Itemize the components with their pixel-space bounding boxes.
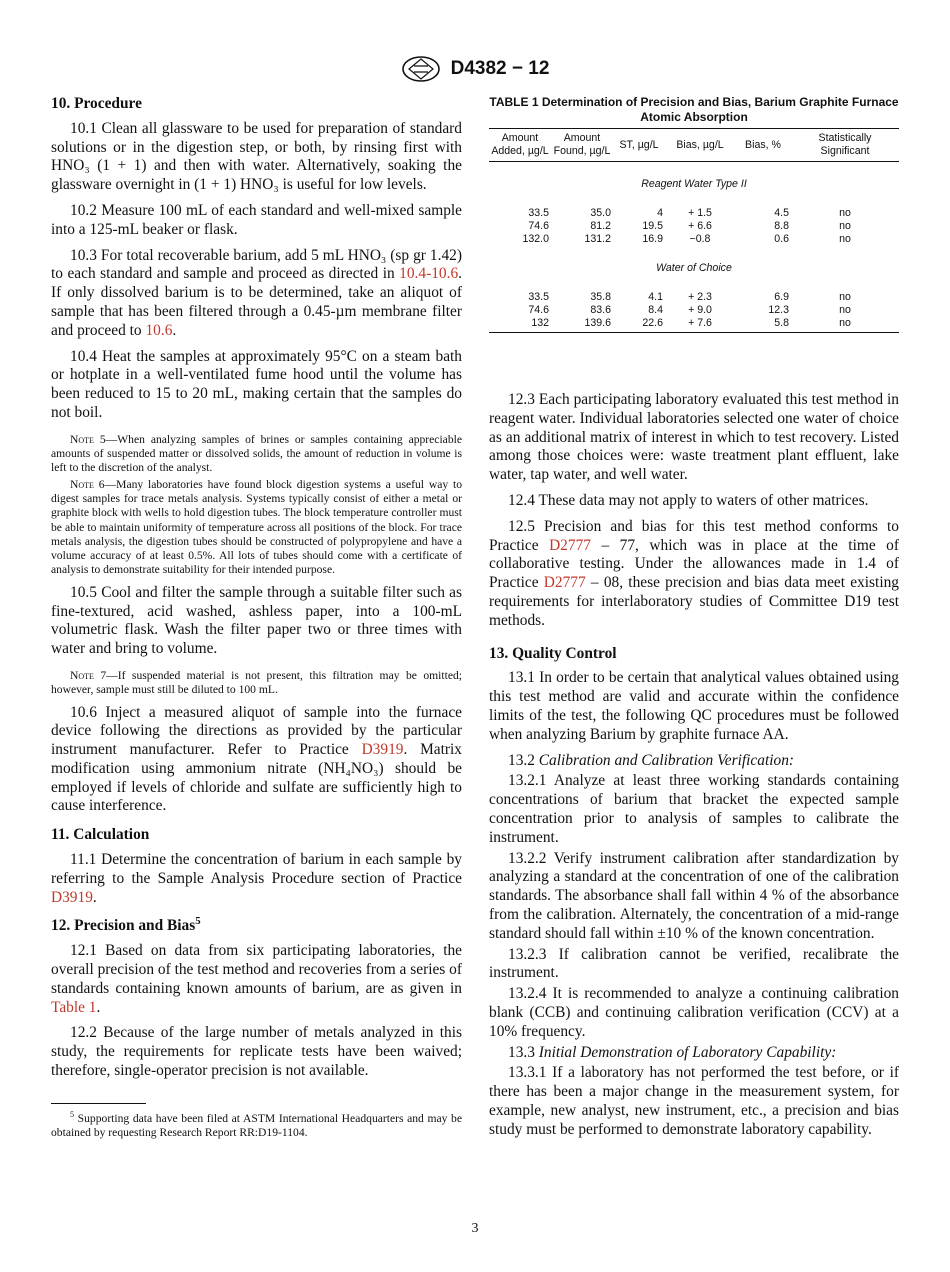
para-10-3: [51, 247, 462, 341]
section-label-choice: Water of Choice: [656, 262, 732, 274]
left-column: [51, 95, 462, 1140]
para-10-3-a: 10.3 For total recoverable barium, add 5 mL HNO₃ (sp gr 1.42) to each standard and sample and proceed as directed in: [51, 246, 462, 283]
note-6-label: Note: [70, 477, 94, 491]
footnote-marker: 5: [195, 915, 201, 928]
cell: 4.5: [774, 207, 789, 219]
col-significant: Statistically Significant: [791, 129, 899, 162]
para-12-1-a: 12.1 Based on data from six participating laboratories, the overall precision of the test method and recoveries from a series of standards containing known amounts of barium, are as given in: [51, 942, 462, 997]
cell: no: [839, 220, 851, 232]
note-7-label: Note: [70, 668, 94, 682]
para-13-3: [489, 1044, 899, 1063]
table-1: [489, 128, 899, 333]
para-10-2: 10.2 Measure 100 mL of each standard and well-mixed sample into a 125-mL beaker or flask.: [51, 201, 462, 238]
para-10-6-b: . Matrix modification using ammonium nitrate (NH₄NO₃) should be employed if levels of chloride and sulfate are sufficiently high to cause interference.: [51, 741, 463, 815]
para-12-5-c: – 08, these precision and bias data meet existing requirements for interlaboratory studies of Committee D19 test methods.: [489, 574, 899, 629]
para-13-2-3: 13.2.3 If calibration cannot be verified, recalibrate the instrument.: [489, 945, 899, 982]
para-10-5: 10.5 Cool and filter the sample through a suitable filter such as fine-textured, acid washed, ashless paper, into a 100-mL volumetric flask. Wash the filter paper two or three times with water and bring to volume.: [51, 583, 462, 658]
note-5: [51, 433, 462, 476]
cell: + 7.6: [665, 317, 735, 333]
cell: 81.2: [590, 220, 611, 232]
cell: no: [839, 233, 851, 245]
cell: 35.8: [590, 291, 611, 303]
cell: 33.5: [528, 291, 549, 303]
section-12-title-text: 12. Precision and Bias: [51, 917, 196, 935]
para-10-6-a: 10.6 Inject a measured aliquot of sample into the furnace device following the directions as provided by the particular instrument manufacturer. Refer to Practice: [51, 703, 462, 759]
para-11-1-b: .: [92, 888, 97, 906]
ref-d2777-77[interactable]: D2777: [549, 536, 591, 554]
para-10-4: 10.4 Heat the samples at approximately 95°C on a steam bath or hotplate in a well-ventilated fume hood until the volume has been reduced to 15 to 20 mL, making certain that the samples do not boil.: [51, 347, 462, 421]
cell: 35.0: [590, 207, 611, 219]
cell: + 6.6: [688, 220, 712, 232]
astm-logo-icon: [401, 56, 441, 82]
footnote-5: [51, 1109, 462, 1141]
cell: 83.6: [590, 304, 611, 316]
note-6: [51, 478, 462, 578]
cell: 0.6: [774, 233, 789, 245]
note-7-text: 7—If suspended material is not present, this filtration may be omitted; however, sample must still be diluted to 100 mL.: [51, 668, 462, 697]
cell: 132.0: [522, 233, 549, 245]
para-10-3-b: . If only dissolved barium is to be determined, take an aliquot of sample that has been filtered through a 0.45-µm membrane filter and proceed to: [51, 265, 462, 339]
para-12-5-a: 12.5 Precision and bias for this test method conforms to Practice: [489, 517, 899, 554]
cell: no: [839, 207, 851, 219]
para-13-3-title: Initial Demonstration of Laboratory Capability:: [538, 1043, 837, 1061]
cell: + 2.3: [688, 291, 712, 303]
note-6-text: 6—Many laboratories have found block digestion systems a useful way to digest samples for trace metals analysis. Systems typically consist of either a metal or graphite block with wells to hold digestion tubes. The block temperature controller must be able to maintain uniformity of temperature across all positions of the block. For trace metals analysis, the digestion tubes should be constructed of polypropylene and have a volume accuracy of at least 0.5%. All lots of tubes should come with a certificate of analysis to demonstrate suitability for their intended purpose.: [51, 477, 462, 577]
cell: 139.6: [551, 317, 613, 333]
cell: 4: [657, 207, 663, 219]
page-number: 3: [471, 1221, 479, 1236]
col-st: ST, µg/L: [613, 129, 665, 162]
cell: −0.8: [689, 233, 711, 245]
cell: + 1.5: [688, 207, 712, 219]
section-11-title: 11. Calculation: [51, 826, 150, 844]
section-10-title: 10. Procedure: [51, 95, 142, 112]
cell: 74.6: [528, 220, 549, 232]
cell: 4.1: [648, 291, 663, 303]
para-10-6: [51, 704, 462, 817]
para-10-3-c: .: [172, 321, 177, 339]
cell: + 9.0: [688, 304, 712, 316]
cell: 5.8: [735, 317, 791, 333]
ref-table-1[interactable]: Table 1: [51, 998, 97, 1016]
table-row: [489, 220, 899, 233]
cell: 6.9: [774, 291, 789, 303]
table-row: [489, 291, 899, 304]
cell: 131.2: [584, 233, 611, 245]
para-13-2-4: 13.2.4 It is recommended to analyze a continuing calibration blank (CCB) and continuing calibration verification (CCV) at a 10% frequency.: [489, 985, 899, 1040]
table-section-choice: [489, 246, 899, 291]
cell: 12.3: [768, 304, 789, 316]
footnote-number: 5: [70, 1109, 75, 1119]
ref-d3919-calc[interactable]: D3919: [51, 888, 93, 906]
cell: 74.6: [528, 304, 549, 316]
table-row: [489, 304, 899, 317]
para-12-5: [489, 518, 899, 631]
footnote-rule: [51, 1103, 146, 1104]
cell: 22.6: [613, 317, 665, 333]
para-13-2-2: 13.2.2 Verify instrument calibration after standardization by analyzing a standard at the concentration of one of the calibration standards. The absorbance shall fall within 4 % of the absorbance from the calibration. Alternately, the concentration of a mid-range standard should fall within ±10 % of the known concentration.: [489, 849, 899, 942]
para-11-1: [51, 851, 462, 907]
table-row: [489, 317, 899, 333]
ref-d2777-08[interactable]: D2777: [543, 574, 586, 592]
para-13-1: 13.1 In order to be certain that analytical values obtained using this test method are valid and accurate within the confidence limits of the test, the following QC procedures must be followed when analyzing Barium by graphite furnace AA.: [489, 669, 899, 743]
para-12-2: 12.2 Because of the large number of metals analyzed in this study, the requirements for replicate tests have been waived; therefore, single-operator precision is not available.: [51, 1024, 462, 1080]
cell: no: [839, 291, 851, 303]
ref-d3919[interactable]: D3919: [361, 741, 404, 759]
ref-10-6[interactable]: 10.6: [145, 321, 173, 339]
cell: no: [791, 317, 899, 333]
para-10-1: 10.1 Clean all glassware to be used for preparation of standard solutions or in the digestion step, or both, by rinsing first with HNO₃ (1 + 1) and then with water. Alternatively, soaking the glassware overnight in (1 + 1) HNO₃ is useful for low levels.: [51, 119, 462, 194]
ref-10-4-10-6[interactable]: 10.4-10.6: [399, 265, 459, 283]
col-amount-added: Amount Added, µg/L: [489, 129, 551, 162]
para-13-2-1: 13.2.1 Analyze at least three working standards containing concentrations of barium that bracket the expected sample concentration prior to analysis of samples to calibrate the instrument.: [489, 772, 899, 846]
cell: 33.5: [528, 207, 549, 219]
table-section-reagent: [489, 162, 899, 208]
section-13-title: 13. Quality Control: [489, 644, 617, 662]
section-12-title: [51, 917, 462, 936]
table-header-row: [489, 129, 899, 162]
para-13-2: [489, 752, 899, 771]
note-5-text: 5—When analyzing samples of brines or samples containing appreciable amounts of suspended matter or dissolved solids, the amount of reduction in volume is left to the discretion of the analyst.: [51, 432, 462, 475]
right-column: [489, 95, 899, 1141]
para-13-3-num: 13.3: [508, 1043, 539, 1061]
page-header: [0, 56, 950, 82]
note-5-label: Note: [70, 432, 94, 446]
para-13-3-1: 13.3.1 If a laboratory has not performed the test before, or if there has been a major change in the measurement system, for example, new analyst, new instrument, etc., a precision and bias study must be performed to demonstrate laboratory capability.: [489, 1064, 899, 1138]
cell: 16.9: [642, 233, 663, 245]
para-12-4: 12.4 These data may not apply to waters of other matrices.: [508, 491, 869, 509]
col-bias-ugl: Bias, µg/L: [665, 129, 735, 162]
col-bias-pct: Bias, %: [735, 129, 791, 162]
cell: 8.8: [774, 220, 789, 232]
para-11-1-a: 11.1 Determine the concentration of barium in each sample by referring to the Sample Analysis Procedure section of Practice: [51, 851, 462, 887]
para-13-2-title: Calibration and Calibration Verification:: [538, 751, 795, 769]
col-amount-found: Amount Found, µg/L: [551, 129, 613, 162]
section-label-reagent: Reagent Water Type II: [641, 178, 747, 190]
note-7: [51, 669, 462, 698]
table-spacer: [489, 333, 899, 391]
cell: 132: [489, 317, 551, 333]
table-row: [489, 207, 899, 220]
para-12-1-b: .: [96, 998, 101, 1016]
para-13-2-num: 13.2: [508, 751, 539, 769]
cell: 8.4: [648, 304, 663, 316]
footnote-text: Supporting data have been filed at ASTM International Headquarters and may be obtained by requesting Research Report RR:D19-1104.: [51, 1111, 462, 1140]
cell: no: [839, 304, 851, 316]
para-12-3: 12.3 Each participating laboratory evaluated this test method in reagent water. Individual laboratories selected one water of choice as an additional matrix of interest in which to test recovery. Listed among those choices were: waste treatment plant effluent, lake water, tap water, and well water.: [489, 391, 899, 484]
table-row: [489, 233, 899, 246]
cell: 19.5: [642, 220, 663, 232]
document-code: D4382 − 12: [450, 58, 550, 79]
table-1-caption: TABLE 1 Determination of Precision and Bias, Barium Graphite Furnace Atomic Absorption: [489, 95, 899, 124]
para-12-5-b: – 77, which was in place at the time of collaborative testing. Under the allowances made in 1.4 of Practice: [489, 536, 899, 592]
para-12-1: [51, 942, 462, 1017]
